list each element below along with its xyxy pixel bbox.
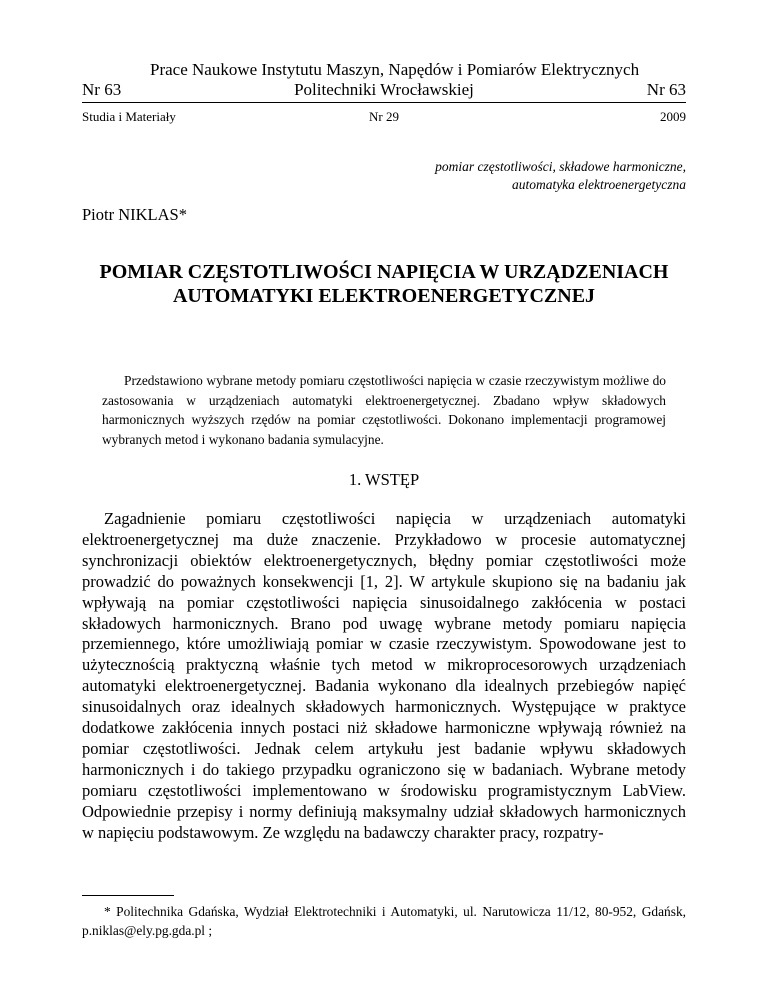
issue-number: Nr 29: [369, 109, 399, 124]
publication-year: 2009: [660, 109, 686, 124]
keywords-line-1: pomiar częstotliwości, składowe harmoniczne,: [435, 159, 686, 174]
series-info-row: [82, 109, 686, 127]
journal-header-row: [82, 80, 686, 102]
keywords-line-2: automatyka elektroenergetyczna: [511, 177, 686, 192]
university-name: Politechniki Wrocławskiej: [294, 80, 474, 99]
footnote: * Politechnika Gdańska, Wydział Elektrotechniki i Automatyki, ul. Narutowicza 11/12, 80-952, Gdańsk, p.niklas@ely.pg.gda.pl ;: [82, 904, 686, 938]
section-heading: 1. WSTĘP: [348, 470, 420, 489]
header-divider: [82, 102, 686, 103]
footnote-divider: [82, 895, 174, 896]
volume-number-right: Nr 63: [646, 80, 686, 99]
title-line-1: POMIAR CZĘSTOTLIWOŚCI NAPIĘCIA W URZĄDZENIACH: [99, 261, 669, 283]
series-name: Studia i Materiały: [82, 109, 176, 124]
keywords: [286, 158, 686, 194]
abstract: Przedstawiono wybrane metody pomiaru częstotliwości napięcia w czasie rzeczywistym możliwe do zastosowania w urządzeniach automatyki elektroenergetycznej. Zbadano wpływ składowych harmonicznych wyższych rzędów na pomiar częstotliwości. Dokonano implementacji programowej wybranych metod i wykonano badania symulacyjne.: [102, 373, 666, 447]
body-paragraph: Zagadnienie pomiaru częstotliwości napięcia w urządzeniach automatyki elektroenergetycznej ma duże znaczenie. Przykładowo w procesie automatycznej synchronizacji obiektów elektroenergetycznych, błędny pomiar częstotliwości może prowadzić do poważnych konsekwencji [1, 2]. W artykule skupiono się na badaniu jak wpływają na pomiar częstotliwości napięcia sinusoidalnego zakłócenia w postaci składowych harmonicznych. Brano pod uwagę wybrane metody pomiaru napięcia przemiennego, które umożliwiają pomiar w czasie rzeczywistym. Spowodowane jest to użytecznością praktyczną właśnie tych metod w mikroprocesorowych urządzeniach automatyki elektroenergetycznej. Badania wykonano dla idealnych przebiegów napięć sinusoidalnych oraz idealnych składowych harmonicznych. Występujące w praktyce dodatkowe zakłócenia innych postaci niż składowe harmoniczne wpływają również na pomiar częstotliwości. Jednak celem artykułu jest badanie wpływu składowych harmonicznych i do takiego przypadku ograniczono się w badaniach. Wybrane metody pomiaru częstotliwości implementowano w środowisku programistycznym LabView. Odpowiednie przepisy i normy definiują maksymalny udział składowych harmonicznych w napięciu podstawowym. Ze względu na badawczy charakter pracy, rozpatry-: [82, 509, 686, 842]
title-line-2: AUTOMATYKI ELEKTROENERGETYCZNEJ: [172, 285, 596, 307]
volume-number-left: Nr 63: [82, 80, 122, 99]
paper-title: [82, 260, 686, 308]
author-name: Piotr NIKLAS*: [82, 205, 187, 224]
journal-name: Prace Naukowe Instytutu Maszyn, Napędów i Pomiarów Elektrycznych: [150, 60, 640, 79]
